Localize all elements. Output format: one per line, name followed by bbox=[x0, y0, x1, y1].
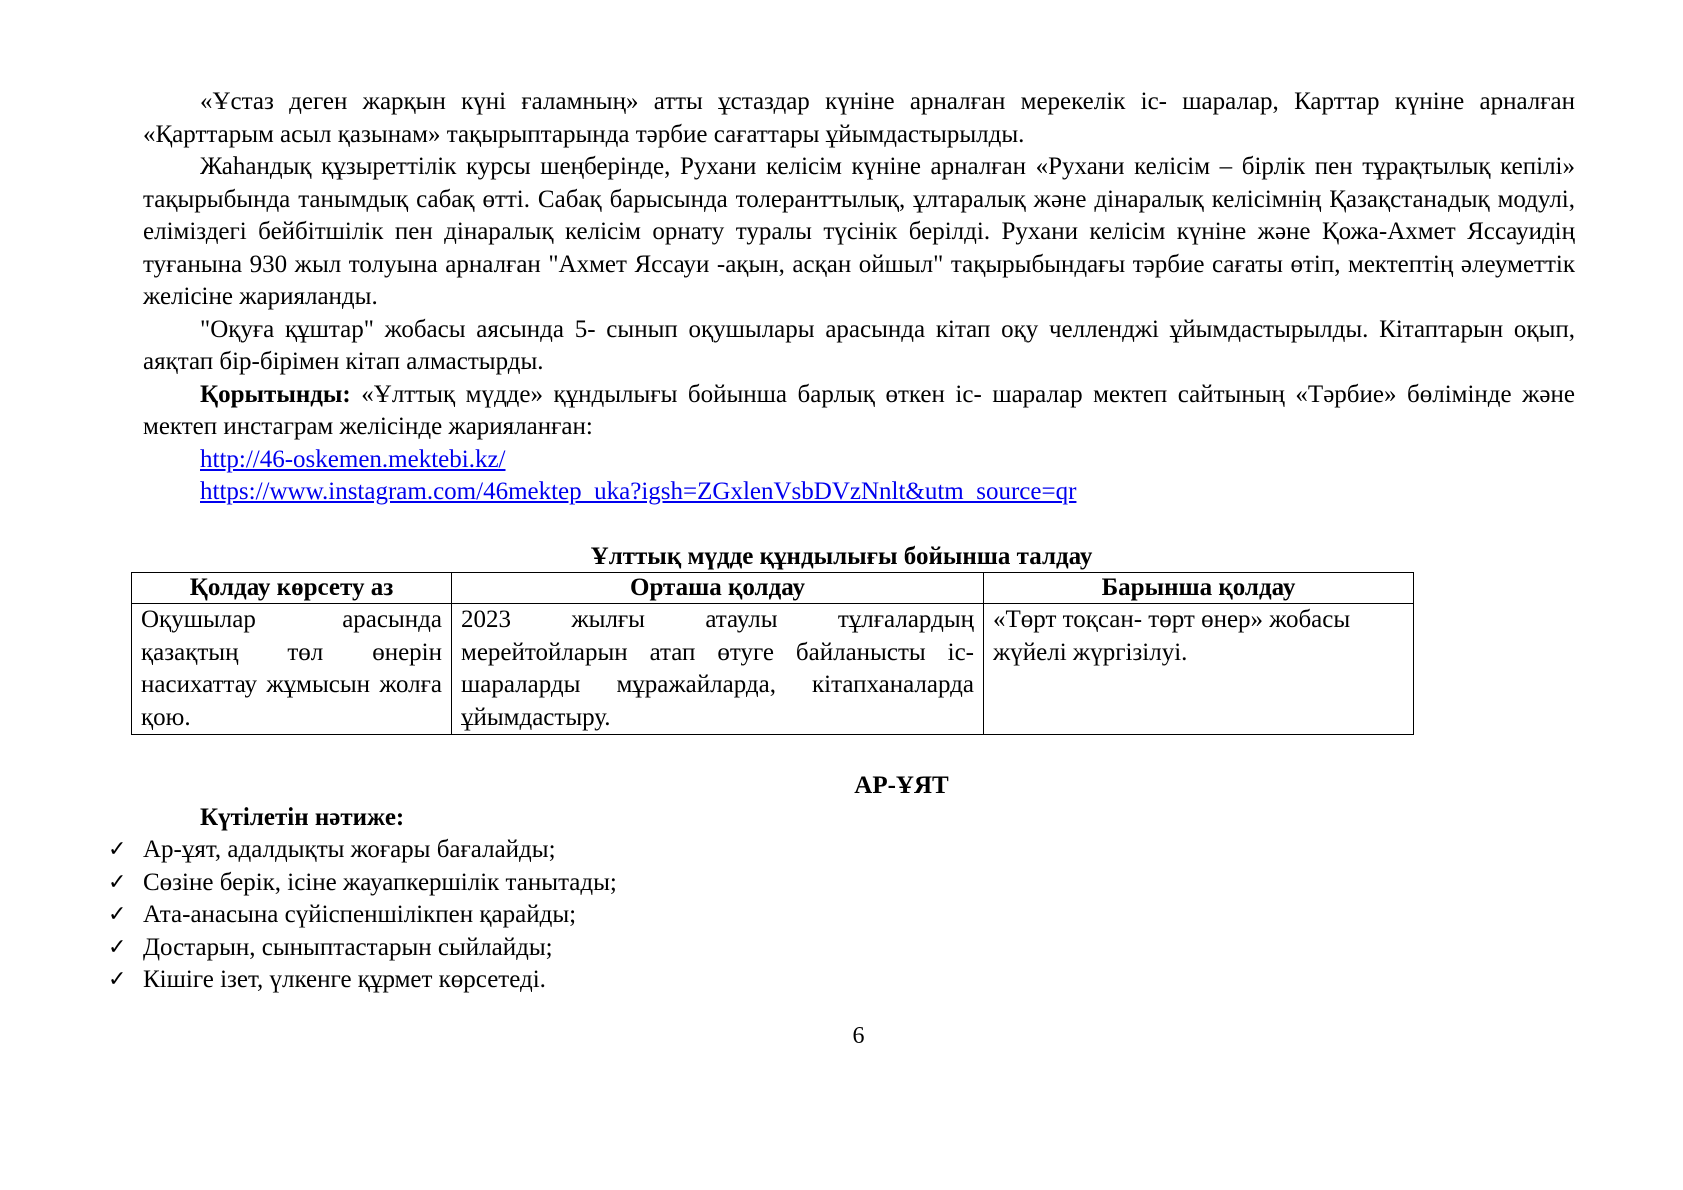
section-title: АР-ҰЯТ bbox=[854, 772, 949, 799]
cell-low-support: Оқушылар арасында қазақтың төл өнерін насихаттау жұмысын жолға қою. bbox=[132, 604, 452, 735]
paragraph-teachers-day: «Ұстаз деген жарқын күні ғаламның» атты ұстаздар күніне арналған мерекелік іс- шаралар, Карттар күніне арналған «Қарттарым асыл қазынам» тақырыптарында тәрбие сағаттары ұйымдастырылды. bbox=[143, 88, 1575, 148]
list-item bbox=[108, 867, 617, 900]
list-item bbox=[108, 932, 617, 965]
list-item bbox=[108, 834, 617, 867]
header-high-support: Барынша қолдау bbox=[984, 573, 1414, 604]
checkmark-icon: ✓ bbox=[108, 934, 127, 960]
school-site-link[interactable]: http://46-oskemen.mektebi.kz/ bbox=[200, 445, 506, 473]
cell-medium-support: 2023 жылғы атаулы тұлғалардың мерейтойларын атап өтуге байланысты іс-шараларды мұражайларда, кітапханаларда ұйымдастыру. bbox=[452, 604, 984, 735]
paragraph-conclusion bbox=[143, 379, 1575, 444]
table-row bbox=[132, 604, 1414, 735]
paragraph-reading-challenge: "Оқуға құштар" жобасы аясында 5- сынып оқушылары арасында кітап оқу челленджі ұйымдастырылды. Кітаптарын оқып, аяқтап бір-бірімен кітап алмастырды. bbox=[143, 315, 1575, 375]
checkmark-icon: ✓ bbox=[108, 967, 127, 992]
conclusion-label: Қорытынды: bbox=[200, 380, 351, 408]
conclusion-text: «Ұлттық мүдде» құндылығы бойынша барлық өткен іс- шаралар мектеп сайтының «Тәрбие» бөлімінде және мектеп инстаграм желісінде жарияланған: bbox=[143, 380, 1575, 440]
table-header-row bbox=[132, 573, 1414, 604]
list-item bbox=[108, 964, 617, 997]
instagram-link-line bbox=[143, 476, 1575, 509]
table-title: Ұлттық мүдде құндылығы бойынша талдау bbox=[590, 543, 1093, 570]
analysis-table bbox=[131, 572, 1414, 735]
list-item bbox=[108, 899, 617, 932]
list-item-text: Ар-ұят, адалдықты жоғары бағалайды; bbox=[143, 836, 556, 863]
list-item-text: Достарын, сыныптастарын сыйлайды; bbox=[143, 933, 553, 961]
instagram-link[interactable]: https://www.instagram.com/46mektep_uka?igsh=ZGxlenVsbDVzNnlt&utm_source=qr bbox=[200, 478, 1077, 505]
list-item-text: Сөзіне берік, ісіне жауапкершілік танытады; bbox=[143, 868, 617, 896]
header-low-support: Қолдау көрсету аз bbox=[132, 573, 452, 604]
checkmark-icon: ✓ bbox=[108, 837, 127, 862]
paragraph-global-competence: Жаһандық құзыреттілік курсы шеңберінде, Рухани келісім күніне арналған «Рухани келісім – бірлік пен тұрақтылық кепілі» тақырыбында танымдық сабақ өтті. Сабақ барысында толеранттылық, ұлтаралық және дінаралық келісімнің Қазақстанадық модулі, еліміздегі бейбітшілік пен дінаралық келісім орнату туралы түсінік берілді. Рухани келісім күніне және Қожа-Ахмет Яссауидің туғанына 930 жыл толуына арналған "Ахмет Яссауи -ақын, асқан ойшыл" тақырыбындағы тәрбие сағаты өтіп, мектептің әлеуметтік желісіне жарияланды. bbox=[143, 153, 1575, 310]
expected-results-label: Күтілетін нәтиже: bbox=[200, 804, 405, 831]
list-item-text: Кішіге ізет, үлкенге құрмет көрсетеді. bbox=[143, 966, 546, 993]
cell-high-support: «Төрт тоқсан- төрт өнер» жобасы жүйелі жүргізілуі. bbox=[984, 604, 1414, 735]
checkmark-icon: ✓ bbox=[108, 869, 127, 895]
body-text bbox=[143, 86, 1575, 509]
school-site-link-line bbox=[143, 444, 1575, 477]
page-number: 6 bbox=[852, 1023, 865, 1049]
checkmark-icon: ✓ bbox=[108, 902, 127, 927]
expected-results-list bbox=[108, 834, 617, 997]
list-item-text: Ата-анасына сүйіспеншілікпен қарайды; bbox=[143, 901, 577, 928]
header-medium-support: Орташа қолдау bbox=[452, 573, 984, 604]
